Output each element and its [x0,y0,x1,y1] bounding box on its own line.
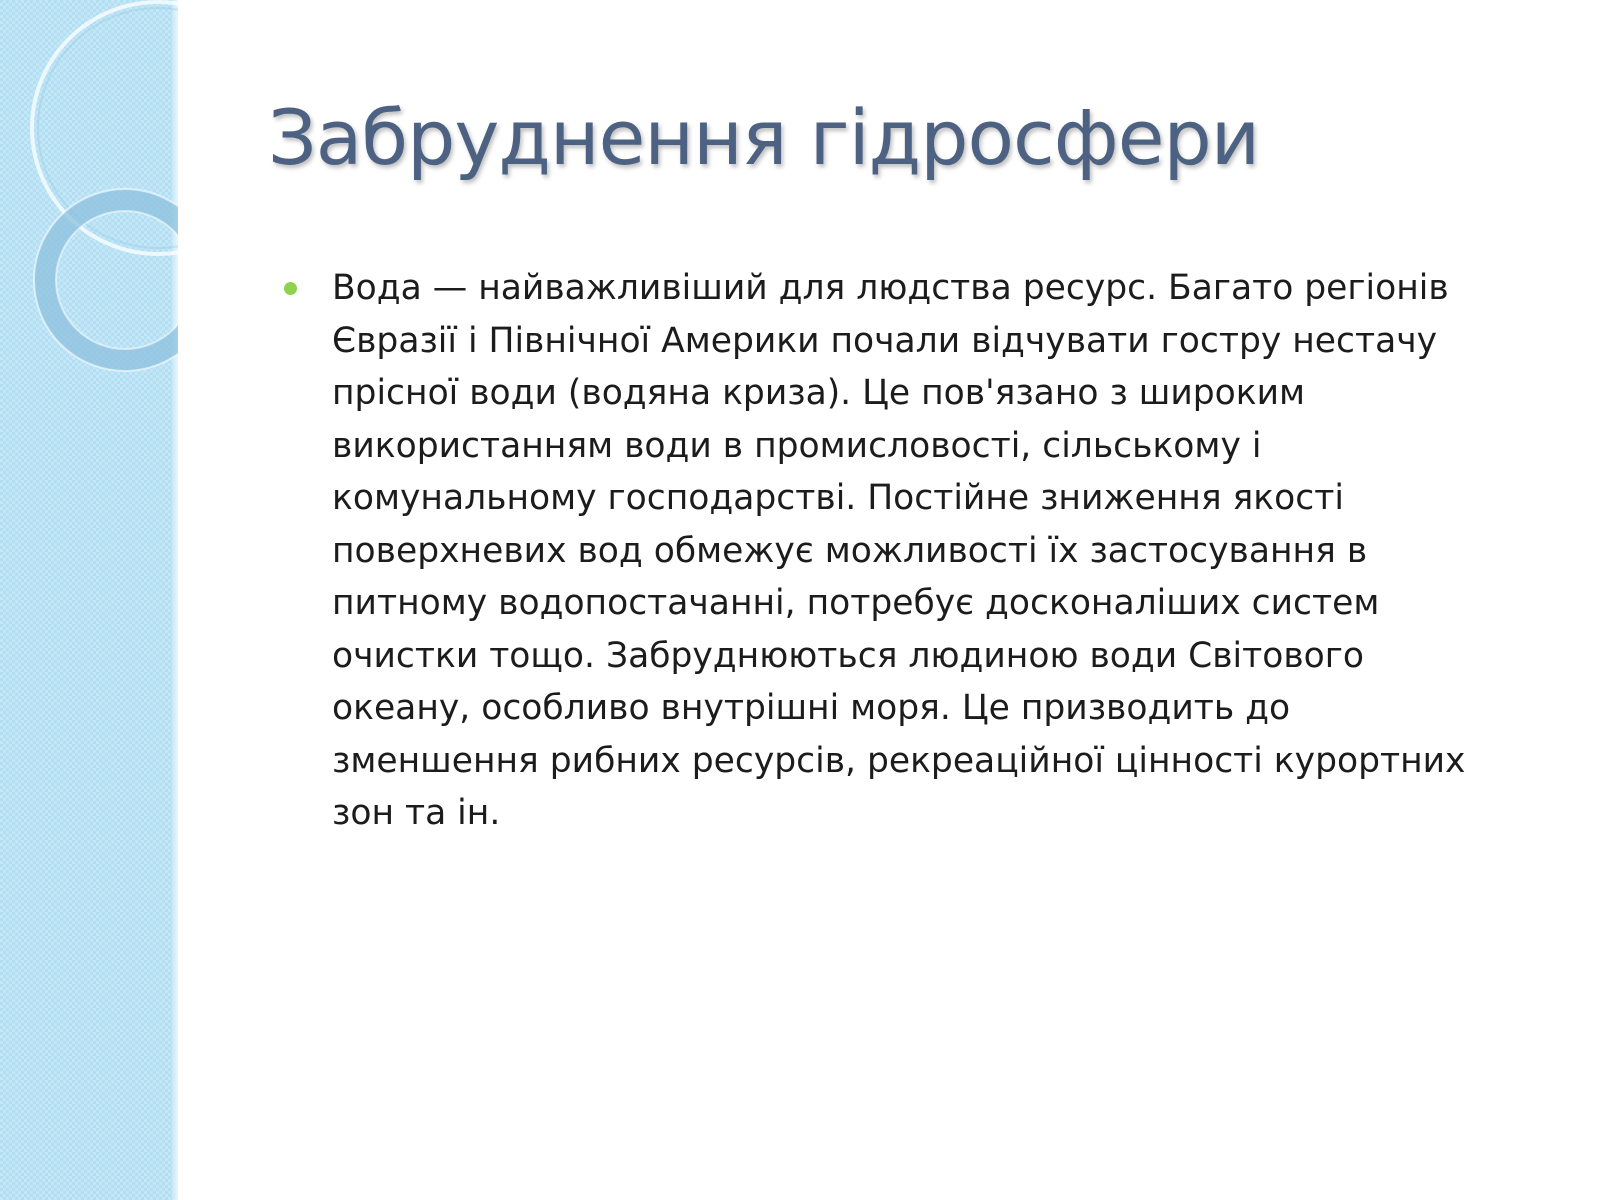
decorative-rings [0,0,178,420]
bullet-item [284,262,1514,840]
bullet-text-line: питному водопостачанні, потребує досконаліших систем [332,583,1380,623]
medium-ring [45,200,178,360]
bullet-text-line: океану, особливо внутрішні моря. Це призводить до [332,688,1291,728]
bullet-text-line: очистки тощо. Забруднюються людиною води Світового [332,635,1365,676]
bullet-text-line: комунальному господарстві. Постійне зниження якості [332,478,1344,518]
slide-content [284,262,1514,840]
bullet-text-line: Євразії і Північної Америки почали відчувати гостру нестачу [332,320,1438,361]
bullet-text-line: поверхневих вод обмежує можливості їх застосування в [332,530,1368,571]
slide-title: Забруднення гідросфери [268,93,1260,182]
bullet-text-line: використанням води в промисловості, сільському і [332,425,1262,466]
bullet-text-line: зон та ін. [332,793,501,833]
bullet-text-line: Вода — найважливіший для людства ресурс. Багато регіонів [332,268,1449,308]
bullet-dot-icon [284,282,297,295]
bullet-text-line: зменшення рибних ресурсів, рекреаційної цінності курортних [332,740,1466,781]
bullet-text-line: прісної води (водяна криза). Це пов'язано з широким [332,373,1306,413]
